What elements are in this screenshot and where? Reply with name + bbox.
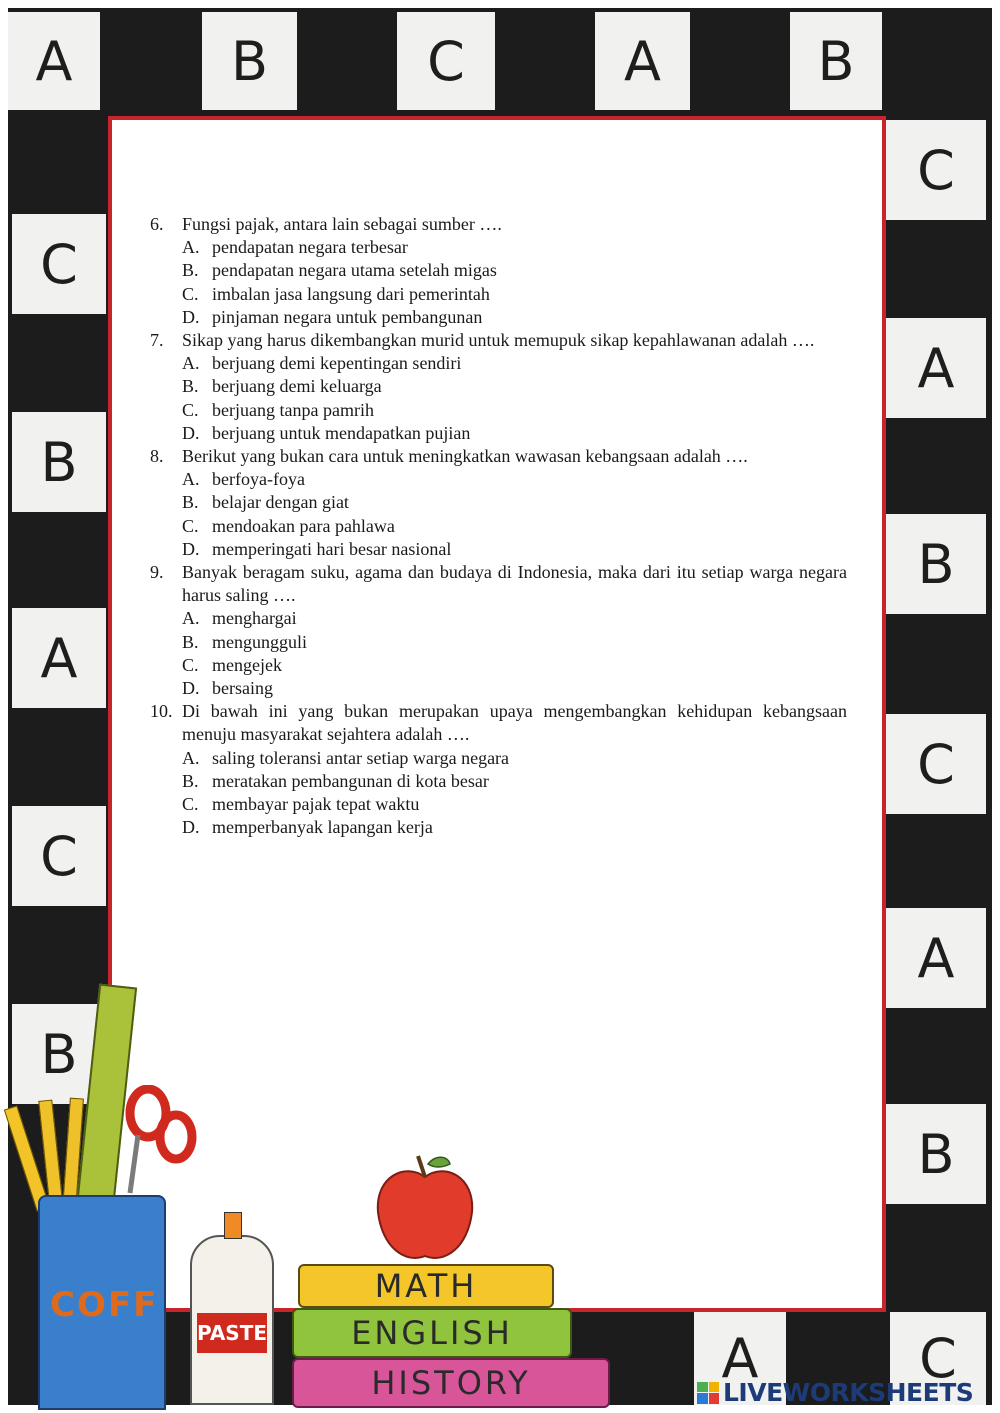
paste-bottle-illustration (190, 1235, 274, 1405)
question-text: Di bawah ini yang bukan merupakan upaya mengembangkan kehidupan kebangsaan menuju masyarakat sejahtera adalah …. (182, 701, 847, 745)
question-9 (150, 561, 847, 700)
liveworksheets-watermark (697, 1378, 973, 1407)
answer-option[interactable] (150, 631, 847, 654)
bottle-cap-illustration (224, 1212, 242, 1239)
option-text: mengungguli (212, 631, 307, 652)
border-letter-square: B (12, 412, 106, 512)
border-letter-square: B (12, 1004, 106, 1104)
book-label: HISTORY (371, 1364, 531, 1402)
question-text: Banyak beragam suku, agama dan budaya di Indonesia, maka dari itu setiap warga negara harus saling …. (182, 562, 847, 606)
option-letter: C. (182, 794, 199, 815)
border-letter-square: A (694, 1312, 786, 1405)
option-text: menghargai (212, 608, 297, 629)
answer-option[interactable] (150, 375, 847, 398)
border-letter-square: C (12, 806, 106, 906)
option-text: mendoakan para pahlawa (212, 515, 395, 536)
option-text: bersaing (212, 678, 273, 699)
paste-label: PASTE (197, 1313, 267, 1353)
answer-option[interactable] (150, 283, 847, 306)
question-text: Sikap yang harus dikembangkan murid untuk memupuk sikap kepahlawanan adalah …. (182, 330, 815, 351)
answer-option[interactable] (150, 538, 847, 561)
can-label: COFF (50, 1285, 159, 1325)
border-letter-square: A (595, 12, 690, 110)
question-10 (150, 700, 847, 839)
option-letter: A. (182, 237, 200, 258)
option-text: berjuang demi kepentingan sendiri (212, 353, 462, 374)
option-text: pendapatan negara terbesar (212, 237, 408, 258)
answer-option[interactable] (150, 654, 847, 677)
question-number: 9. (150, 562, 164, 583)
book-label: ENGLISH (351, 1314, 513, 1352)
option-text: imbalan jasa langsung dari pemerintah (212, 283, 490, 304)
answer-option[interactable] (150, 236, 847, 259)
book-label: MATH (374, 1267, 478, 1305)
option-letter: D. (182, 678, 200, 699)
apple-illustration (370, 1152, 480, 1272)
option-text: berjuang untuk mendapatkan pujian (212, 422, 471, 443)
option-letter: A. (182, 353, 200, 374)
question-number: 7. (150, 330, 164, 351)
option-text: saling toleransi antar setiap warga negara (212, 747, 510, 768)
option-letter: D. (182, 306, 200, 327)
option-text: membayar pajak tepat waktu (212, 794, 420, 815)
option-letter: B. (182, 492, 199, 513)
answer-option[interactable] (150, 399, 847, 422)
option-text: meratakan pembangunan di kota besar (212, 770, 489, 791)
border-letter-square: B (202, 12, 297, 110)
answer-option[interactable] (150, 816, 847, 839)
option-letter: C. (182, 654, 199, 675)
question-number: 6. (150, 214, 164, 234)
option-letter: D. (182, 422, 200, 443)
scissors-illustration (118, 1085, 200, 1195)
option-text: mengejek (212, 654, 282, 675)
border-letter-square: A (886, 908, 986, 1008)
coffee-can-illustration (38, 1195, 166, 1410)
answer-option[interactable] (150, 352, 847, 375)
option-letter: C. (182, 399, 199, 420)
answer-option[interactable] (150, 468, 847, 491)
border-letter-square: C (890, 1312, 986, 1405)
border-letter-square: C (12, 214, 106, 314)
answer-option[interactable] (150, 515, 847, 538)
option-letter: B. (182, 376, 199, 397)
question-number: 10. (150, 701, 173, 722)
option-letter: A. (182, 608, 200, 629)
answer-option[interactable] (150, 422, 847, 445)
option-text: berfoya-foya (212, 469, 305, 490)
border-letter-square: A (8, 12, 100, 110)
answer-option[interactable] (150, 677, 847, 700)
book-math-illustration (298, 1264, 554, 1308)
answer-option[interactable] (150, 747, 847, 770)
liveworksheets-logo-icon (697, 1382, 719, 1404)
option-letter: B. (182, 631, 199, 652)
answer-option[interactable] (150, 770, 847, 793)
answer-option[interactable] (150, 491, 847, 514)
option-text: pinjaman negara untuk pembangunan (212, 306, 483, 327)
border-letter-square: C (886, 120, 986, 220)
answer-option[interactable] (150, 793, 847, 816)
watermark-text: LIVEWORKSHEETS (723, 1378, 974, 1407)
option-text: berjuang demi keluarga (212, 376, 382, 397)
option-letter: C. (182, 515, 199, 536)
option-letter: D. (182, 538, 200, 559)
option-letter: A. (182, 747, 200, 768)
option-letter: B. (182, 770, 199, 791)
option-text: memperingati hari besar nasional (212, 538, 452, 559)
answer-option[interactable] (150, 607, 847, 630)
option-letter: A. (182, 469, 200, 490)
option-letter: B. (182, 260, 199, 281)
border-letter-square: B (886, 1104, 986, 1204)
question-7 (150, 329, 847, 445)
border-letter-square: C (397, 12, 495, 110)
question-6 (150, 213, 847, 329)
question-text: Berikut yang bukan cara untuk meningkatkan wawasan kebangsaan adalah …. (182, 446, 748, 467)
question-text: Fungsi pajak, antara lain sebagai sumber …. (182, 214, 502, 234)
border-letter-square: B (790, 12, 882, 110)
option-letter: C. (182, 283, 199, 304)
book-english-illustration (292, 1308, 572, 1358)
question-number: 8. (150, 446, 164, 467)
question-8 (150, 445, 847, 561)
book-history-illustration (292, 1358, 610, 1408)
border-letter-square: A (12, 608, 106, 708)
border-letter-square: B (886, 514, 986, 614)
option-text: berjuang tanpa pamrih (212, 399, 374, 420)
question-list (150, 213, 847, 839)
option-text: pendapatan negara utama setelah migas (212, 260, 497, 281)
answer-option[interactable] (150, 259, 847, 282)
option-letter: D. (182, 817, 200, 838)
border-letter-square: A (886, 318, 986, 418)
option-text: belajar dengan giat (212, 492, 349, 513)
answer-option[interactable] (150, 306, 847, 329)
option-text: memperbanyak lapangan kerja (212, 817, 433, 838)
border-letter-square: C (886, 714, 986, 814)
